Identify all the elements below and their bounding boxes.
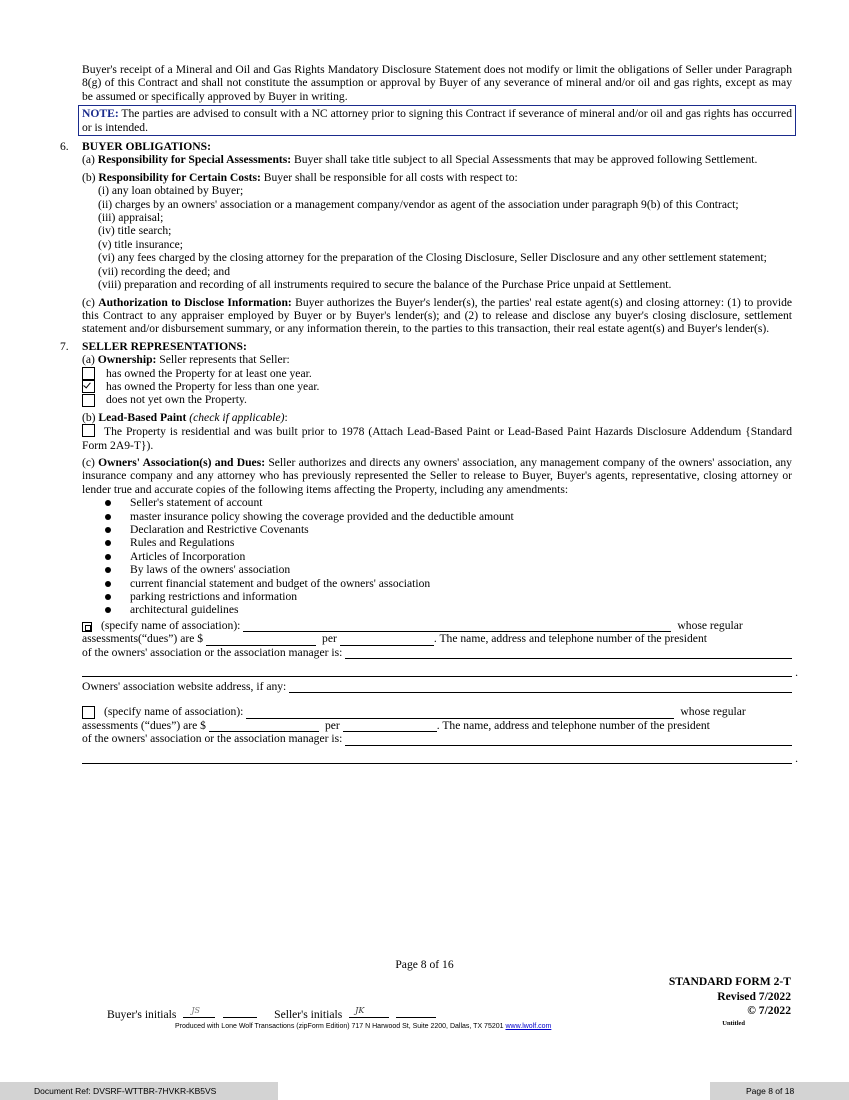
section-7b-text: The Property is residential and was built prior to 1978 (Attach Lead-Based Paint or Lead-Based Paint Hazards Disclosure Addendum {Standard Form 2A9-T}). bbox=[82, 425, 792, 452]
buyer-initials-field-1[interactable] bbox=[183, 1006, 215, 1018]
checkbox-association-1[interactable] bbox=[82, 622, 92, 632]
assoc2-dues-amount-input[interactable] bbox=[209, 721, 319, 732]
note-box bbox=[78, 105, 796, 136]
list-item: master insurance policy showing the coverage provided and the deductible amount bbox=[102, 510, 792, 523]
assoc2-name-row: (specify name of association): whose regular bbox=[82, 705, 792, 718]
section-7 bbox=[60, 339, 798, 766]
section-7b-hint: (check if applicable) bbox=[186, 410, 285, 424]
section-6 bbox=[60, 140, 793, 336]
section-7-title: SELLER REPRESENTATIONS: bbox=[82, 339, 247, 353]
checkbox-lead-based-paint[interactable] bbox=[82, 424, 95, 437]
assoc2-name-input[interactable] bbox=[246, 707, 674, 719]
list-item: Articles of Incorporation bbox=[102, 550, 792, 563]
form-name: STANDARD FORM 2-T bbox=[668, 975, 791, 988]
note-label: NOTE: bbox=[82, 107, 119, 121]
buyer-initials-field-2[interactable] bbox=[223, 1006, 257, 1018]
form-untitled: Untitled bbox=[722, 1019, 745, 1027]
assoc1-name-row: (specify name of association): whose regular bbox=[82, 619, 792, 632]
lwolf-link[interactable]: www.lwolf.com bbox=[505, 1023, 552, 1030]
section-6c: (c) Authorization to Disclose Information: Buyer authorizes the Buyer's lender(s), the parties' real estate agent(s) and closing attorney: (1) to provide this Contract to any appraiser employed by Buyer or by Buyer's lender(s); and (2) to release and disclose any buyer's closing disclosure, settlement statement and/or disbursement summary, or any information therein, to the parties to this transaction, their real estate agent(s) and Buyer's lender(s). bbox=[82, 295, 793, 336]
list-item: (vii) recording the deed; and bbox=[98, 264, 230, 278]
list-item: (viii) preparation and recording of all instruments required to secure the balance of the Purchase Price unpaid at Settlement. bbox=[98, 278, 672, 292]
list-item: (v) title insurance; bbox=[98, 237, 183, 251]
page-number: Page 8 of 16 bbox=[395, 958, 454, 971]
section-7-number: 7. bbox=[60, 339, 69, 353]
buyer-initials-label: Buyer's initials bbox=[107, 1008, 177, 1021]
section-6c-text: Buyer authorizes the Buyer's lender(s), the parties' real estate agent(s) and closing attorney: (1) to provide this Contract to any appraiser employed by Buyer or by Buyer's lender(s); and (2) to release and disclose any buyer's closing disclosure, settlement statement and/or disbursement summary, or any information therein, to the parties to this transaction, their real estate agent(s) and Buyer's lender(s). bbox=[82, 295, 793, 336]
ownership-option-1[interactable]: has owned the Property for at least one year. bbox=[82, 367, 792, 380]
seller-initials-field-2[interactable] bbox=[396, 1006, 436, 1018]
list-item: (iii) appraisal; bbox=[98, 211, 164, 225]
section-6b-list bbox=[82, 184, 792, 291]
intro-paragraph: Buyer's receipt of a Mineral and Oil and Gas Rights Mandatory Disclosure Statement does not modify or limit the obligations of Seller under Paragraph 8(g) of this Contract and shall not constitute the assumption or approval by Buyer of any severance of mineral and/or oil and gas rights, except as may be assumed or specifically approved by Buyer in writing. bbox=[82, 63, 792, 103]
assoc1-manager-row: of the owners' association or the association manager is: bbox=[82, 646, 792, 659]
ownership-option-3[interactable]: does not yet own the Property. bbox=[82, 393, 792, 406]
list-item: (i) any loan obtained by Buyer; bbox=[98, 184, 244, 198]
section-6a-text: Buyer shall take title subject to all Special Assessments that may be approved following Settlement. bbox=[291, 153, 758, 167]
section-7a-text: Seller represents that Seller: bbox=[156, 353, 290, 367]
seller-initials-field-1[interactable] bbox=[349, 1006, 389, 1018]
section-7c-label: Owners' Association(s) and Dues: bbox=[98, 455, 266, 469]
assoc1-dues-period-input[interactable] bbox=[340, 635, 434, 646]
contract-page bbox=[60, 63, 798, 766]
section-7c-text: Seller authorizes and directs any owners' association, any management company of the owners' association, any insurance company and any attorney who has previously represented the Seller to release to Buyer, Buyer's agents, representative, closing attorney or lender true and accurate copies of the following items affecting the Property, including any amendments: bbox=[82, 455, 792, 496]
section-7b-text-row bbox=[82, 424, 792, 452]
list-item: Declaration and Restrictive Covenants bbox=[102, 523, 792, 536]
section-7b-label: Lead-Based Paint bbox=[98, 410, 187, 424]
list-item: (iv) title search; bbox=[98, 224, 172, 238]
note-text: The parties are advised to consult with a NC attorney prior to signing this Contract if severance of mineral and/or oil and gas rights has occurred or is intended. bbox=[82, 107, 792, 134]
section-6b: (b) Responsibility for Certain Costs: Buyer shall be responsible for all costs with respect to: (i) any loan obtained by Buyer; (ii) charges by an owners' association or a management company/vendor as agent of the association under paragraph 9(b) of this Contract; (iii) appraisal; (iv) title search; (v) title insurance; (vi) any fees charged by the closing attorney for the preparation of the Closing Disclosure, Seller Disclosure and any other settlement statement; (vii) recording the deed; and (viii) preparation and recording of all instruments required to secure the balance of the Purchase Price unpaid at Settlement. bbox=[82, 171, 792, 292]
assoc2-manager-line-2[interactable]: . bbox=[82, 746, 792, 764]
ownership-option-2[interactable]: has owned the Property for less than one year. bbox=[82, 380, 792, 393]
buyer-initials-mark: JS bbox=[191, 1005, 200, 1015]
assoc1-dues-amount-input[interactable] bbox=[206, 635, 316, 646]
seller-initials-mark: JK bbox=[355, 1005, 365, 1015]
section-7c: (c) Owners' Association(s) and Dues: Seller authorizes and directs any owners' association, any management company of the owners' association, any insurance company and any attorney who has previously represented the Seller to release to Buyer, Buyer's agents, representative, closing attorney or lender true and accurate copies of the following items affecting the Property, including any amendments: Seller's statement of account master insurance policy showing the coverage provided and the deductible amount Declaration and Restrictive Covenants Rules and Regulations Articles of Incorporation By laws of the owners' association current financial statement and budget of the owners' association parking restrictions and information architectural guidelines (specify name of association): whose regular assessments(“dues”) are $ per . The name, address and telephone number of the president of the owners' association or the association manager is: . Owners' association website address, if any: (specify name of association): whose regular assessments (“dues”) are $ per . The name, address and telephone number of the president of the owners' association or the association manager is: . bbox=[82, 455, 798, 766]
assoc1-name-input[interactable] bbox=[243, 620, 671, 632]
checkbox-owned-one-year[interactable] bbox=[82, 367, 95, 380]
document-page-bar: Page 8 of 18 bbox=[710, 1082, 849, 1100]
section-6a: (a) Responsibility for Special Assessments: Buyer shall take title subject to all Special Assessments that may be approved following Settlement. bbox=[82, 153, 758, 167]
list-item: parking restrictions and information bbox=[102, 590, 792, 603]
association-items-list bbox=[82, 496, 792, 617]
section-7a-label: Ownership: bbox=[97, 353, 157, 367]
assoc1-dues-row: assessments(“dues”) are $ per . The name, address and telephone number of the president bbox=[82, 632, 707, 646]
section-7b: (b) Lead-Based Paint (check if applicable): The Property is residential and was built prior to 1978 (Attach Lead-Based Paint or Lead-Based Paint Hazards Disclosure Addendum {Standard Form 2A9-T}). bbox=[82, 410, 792, 452]
list-item: Rules and Regulations bbox=[102, 536, 792, 549]
section-6b-label: Responsibility for Certain Costs: bbox=[98, 170, 261, 184]
assoc1-manager-input[interactable] bbox=[345, 647, 792, 659]
document-ref-bar: Document Ref: DVSRF-WTTBR-7HVKR-KB5VS bbox=[0, 1082, 278, 1100]
list-item: architectural guidelines bbox=[102, 603, 792, 616]
form-identifier bbox=[669, 975, 791, 1028]
form-copyright: © 7/2022 bbox=[747, 1004, 791, 1017]
assoc2-manager-input[interactable] bbox=[345, 734, 792, 746]
section-6b-text: Buyer shall be responsible for all costs with respect to: bbox=[260, 170, 518, 184]
list-item: current financial statement and budget of the owners' association bbox=[102, 577, 792, 590]
section-6-number: 6. bbox=[60, 140, 69, 154]
list-item: Seller's statement of account bbox=[102, 496, 792, 509]
assoc1-website-input[interactable] bbox=[289, 681, 792, 693]
assoc2-dues-period-input[interactable] bbox=[343, 721, 437, 732]
section-6-title: BUYER OBLIGATIONS: bbox=[82, 140, 211, 154]
produced-with-line: Produced with Lone Wolf Transactions (zipForm Edition) 717 N Harwood St, Suite 2200, Dallas, TX 75201 www.lwolf.com bbox=[175, 1023, 552, 1030]
list-item: (vi) any fees charged by the closing attorney for the preparation of the Closing Disclosure, Seller Disclosure and any other settlement statement; bbox=[98, 251, 767, 265]
assoc2-manager-row: of the owners' association or the association manager is: bbox=[82, 732, 792, 745]
checkbox-not-yet-own[interactable] bbox=[82, 394, 95, 407]
section-7a: (a) Ownership: Seller represents that Seller: bbox=[82, 353, 290, 367]
list-item: By laws of the owners' association bbox=[102, 563, 792, 576]
assoc1-website-row: Owners' association website address, if any: bbox=[82, 680, 792, 693]
form-revised: Revised 7/2022 bbox=[717, 989, 791, 1003]
seller-initials-label: Seller's initials bbox=[274, 1008, 343, 1021]
checkbox-association-2[interactable] bbox=[82, 706, 95, 719]
assoc1-manager-line-2[interactable]: . bbox=[82, 659, 792, 677]
checkbox-owned-less-than-one-year[interactable] bbox=[82, 380, 95, 393]
list-item: (ii) charges by an owners' association or a management company/vendor as agent of the association under paragraph 9(b) of this Contract; bbox=[98, 197, 739, 211]
section-6c-label: Authorization to Disclose Information: bbox=[98, 295, 292, 309]
assoc2-dues-row: assessments (“dues”) are $ per . The name, address and telephone number of the president bbox=[82, 718, 710, 732]
section-6a-label: Responsibility for Special Assessments: bbox=[97, 153, 292, 167]
